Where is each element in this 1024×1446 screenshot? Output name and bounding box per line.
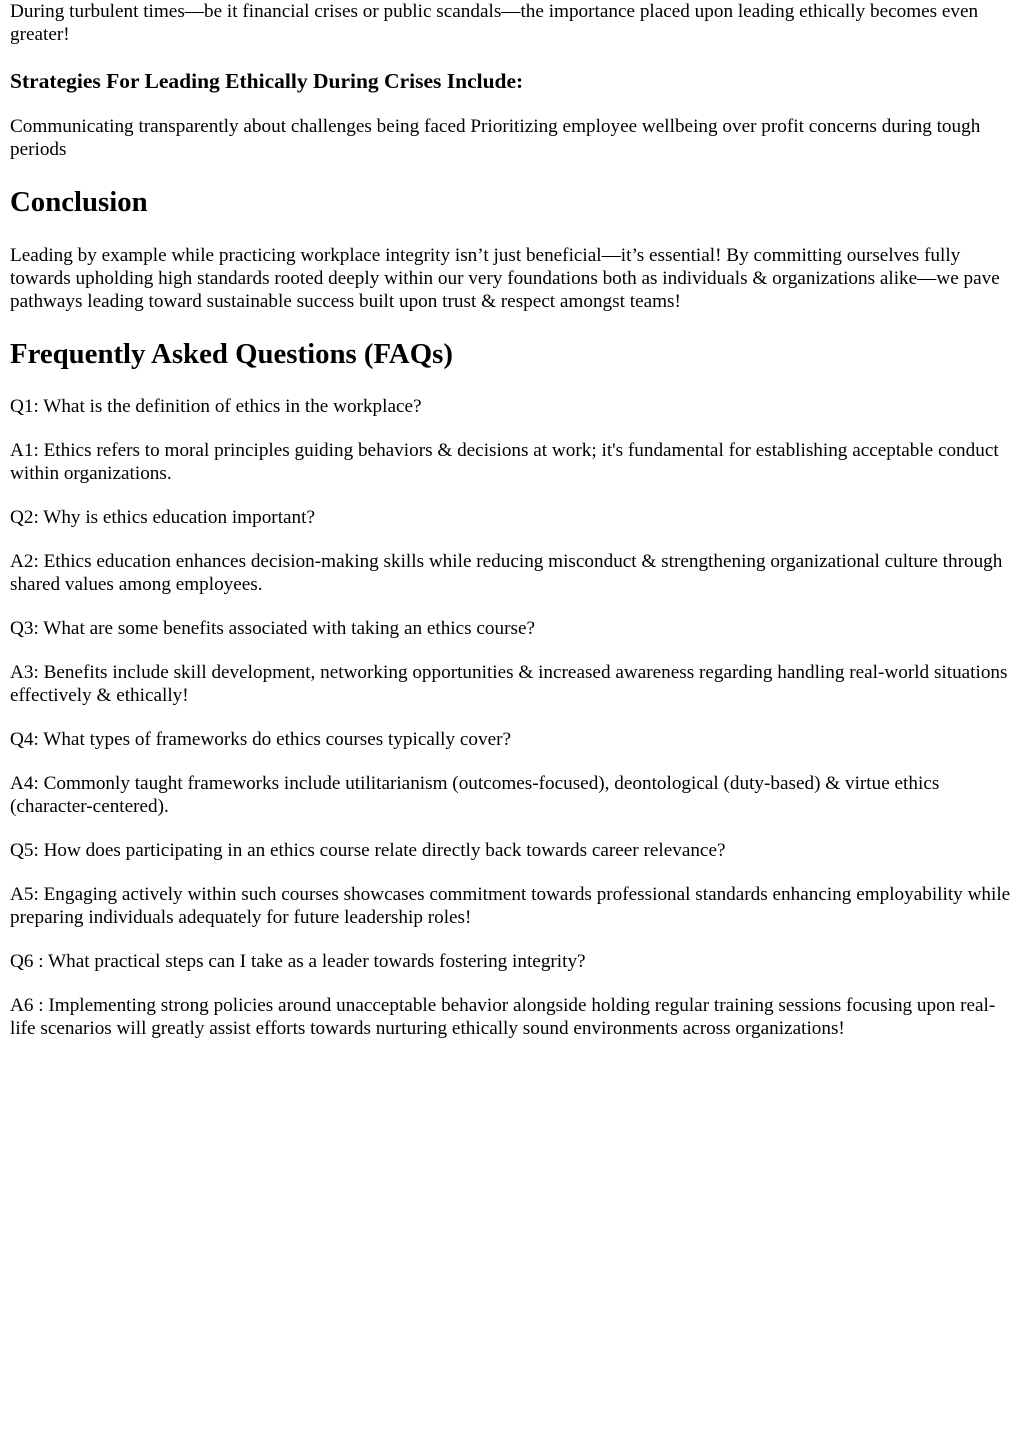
strategies-heading: Strategies For Leading Ethically During Crises Include: (10, 69, 524, 93)
faq-question-6: Q6 : What practical steps can I take as a leader towards fostering integrity? (10, 951, 586, 972)
faq-question-4: Q4: What types of frameworks do ethics courses typically cover? (10, 729, 512, 750)
faq-answer-4: A4: Commonly taught frameworks include utilitarianism (outcomes-focused), deontological (duty-based) & virtue ethics (character-centered). (10, 773, 940, 817)
faq-answer-2: A2: Ethics education enhances decision-making skills while reducing misconduct & strengthening organizational culture through shared values among employees. (10, 551, 1003, 595)
faq-question-1: Q1: What is the definition of ethics in the workplace? (10, 396, 422, 417)
conclusion-heading: Conclusion (10, 186, 148, 218)
conclusion-paragraph: Leading by example while practicing workplace integrity isn’t just beneficial—it’s essential! By committing ourselves fully towards upholding high standards rooted deeply within our very foundations both as individuals & organizations alike—we pave pathways leading toward sustainable success built upon trust & respect amongst teams! (10, 245, 1000, 312)
faq-question-2: Q2: Why is ethics education important? (10, 507, 315, 528)
faq-list (10, 395, 1014, 1040)
faq-question-3: Q3: What are some benefits associated with taking an ethics course? (10, 618, 535, 639)
strategies-paragraph: Communicating transparently about challenges being faced Prioritizing employee wellbeing over profit concerns during tough periods (10, 116, 981, 160)
faq-answer-3: A3: Benefits include skill development, networking opportunities & increased awareness regarding handling real-world situations effectively & ethically! (10, 662, 1008, 706)
faq-question-5: Q5: How does participating in an ethics course relate directly back towards career relevance? (10, 840, 726, 861)
faq-heading: Frequently Asked Questions (FAQs) (10, 338, 453, 370)
faq-answer-6: A6 : Implementing strong policies around unacceptable behavior alongside holding regular training sessions focusing upon real-life scenarios will greatly assist efforts towards nurturing ethically sound environments across organizations! (10, 995, 996, 1039)
faq-answer-1: A1: Ethics refers to moral principles guiding behaviors & decisions at work; it's fundamental for establishing acceptable conduct within organizations. (10, 440, 999, 484)
intro-paragraph: During turbulent times—be it financial crises or public scandals—the importance placed upon leading ethically becomes even greater! (10, 1, 979, 45)
faq-answer-5: A5: Engaging actively within such courses showcases commitment towards professional standards enhancing employability while preparing individuals adequately for future leadership roles! (10, 884, 1011, 928)
